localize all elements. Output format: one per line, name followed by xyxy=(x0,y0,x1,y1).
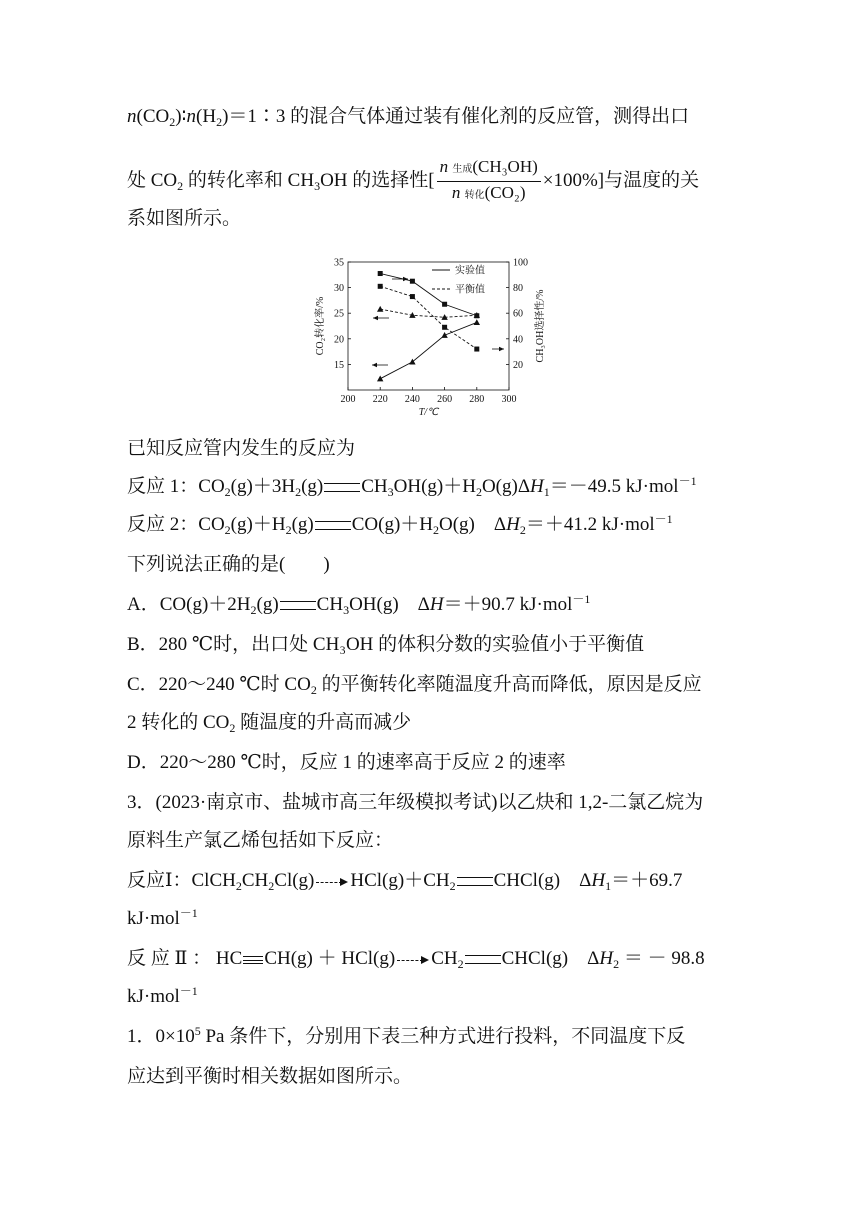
paragraph-1-line-1: 1．$0\times 10^5$ Pa 条件下，分别用下表三种方式进行投料，不同温度下反 xyxy=(127,1024,686,1047)
y-right-tick-label: 60 xyxy=(513,308,523,320)
equilibrium-sign xyxy=(315,521,351,530)
y-left-tick-label: 30 xyxy=(334,283,344,295)
right-axis-arrow-head xyxy=(403,277,408,281)
y-left-tick-label: 25 xyxy=(334,308,344,320)
y-right-tick-label: 80 xyxy=(513,283,523,295)
reaction-arrow xyxy=(316,877,348,887)
legend-label: 实验值 xyxy=(455,265,485,277)
data-point-triangle xyxy=(474,319,480,325)
reaction-II: 反 应 Ⅱ ： HC CH(g) ＋ HCl(g) $CH_2$ CHCl(g) $\Delta H_2$ ＝ － 98.8 xyxy=(127,948,705,971)
reaction-I-unit: kJ·mol$^{-1}$ xyxy=(127,906,198,929)
data-point-triangle xyxy=(377,306,383,312)
double-bond-sign xyxy=(457,877,493,886)
option-a: A．$CO(g)+2H_2(g)$ $CH_3OH(g)$ ΔH＝＋90.7 kJ·mol$^{-1}$ xyxy=(127,592,591,617)
left-axis-arrow-head xyxy=(372,363,377,367)
known-reactions-heading: 已知反应管内发生的反应为 xyxy=(127,438,356,459)
triple-bond-sign xyxy=(243,956,263,964)
y-right-tick-label: 40 xyxy=(513,334,523,346)
selectivity-fraction: $\frac{\text{n 生成(CH₃OH)}}{\text{n 转化(CO₂)}}$ xyxy=(437,156,541,207)
reaction-II-unit: kJ·mol$^{-1}$ xyxy=(127,984,198,1007)
intro-line-1: $n(CO_2)∶n(H_2)=1∶3$ 的混合气体通过装有催化剂的反应管，测得出口 xyxy=(127,106,690,129)
series-line-1 xyxy=(380,286,477,349)
data-point-square xyxy=(442,325,447,330)
data-point-square xyxy=(378,271,383,276)
x-tick-label: 260 xyxy=(437,394,453,405)
y-left-tick-label: 15 xyxy=(334,359,344,371)
option-d: D．220～280 ℃时，反应 1 的速率高于反应 2 的速率 xyxy=(127,752,566,773)
intro-line-3: 系如图所示。 xyxy=(127,208,242,229)
reaction-1: 反应 1：$CO_2(g)+3H_2(g)$ $CH_3OH(g)+H_2O(g)\Delta H_1=-49.5$ kJ·mol$^{-1}$ xyxy=(127,474,697,499)
option-c-line-1: C．220～240 ℃时 $CO_2$ 的平衡转化率随温度升高而降低，原因是反应 xyxy=(127,674,702,697)
series-line-2 xyxy=(380,322,477,378)
plot-frame xyxy=(348,262,509,390)
y-right-axis-label: CH₃OH选择性/% xyxy=(535,289,546,363)
question-3-line-1: 3．(2023·南京市、盐城市高三年级模拟考试)以乙炔和 1,2-二氯乙烷为 xyxy=(127,792,704,813)
chart-axes xyxy=(348,262,509,390)
reaction-I: 反应Ⅰ：$ClCH_2CH_2Cl(g)$ $HCl(g)+CH_2$ CHCl(g) $\Delta H_1=+69.7$ xyxy=(127,870,683,893)
legend-label: 平衡值 xyxy=(455,284,485,296)
y-left-tick-label: 20 xyxy=(334,334,344,346)
equilibrium-sign xyxy=(324,483,360,492)
x-tick-label: 280 xyxy=(469,394,485,405)
data-point-triangle xyxy=(441,332,447,338)
intro-line-2: 处 $CO_2$ 的转化率和 $CH_3OH$ 的选择性[ $\frac{\text{n 生成(CH₃OH)}}{\text{n 转化(CO₂)}}$ ×100%]与温度的关 xyxy=(127,156,699,207)
left-axis-arrow-head xyxy=(373,316,378,320)
x-tick-label: 220 xyxy=(372,394,388,405)
x-tick-label: 300 xyxy=(501,394,517,405)
paragraph-1-line-2: 应达到平衡时相关数据如图所示。 xyxy=(127,1066,413,1087)
double-bond-sign xyxy=(465,955,501,964)
y-right-tick-label: 20 xyxy=(513,359,523,371)
question-3-line-2: 原料生产氯乙烯包括如下反应： xyxy=(127,830,394,851)
reaction-arrow xyxy=(397,955,429,965)
data-point-square xyxy=(474,347,479,352)
y-left-tick-label: 35 xyxy=(334,257,344,269)
data-point-square xyxy=(378,284,383,289)
x-tick-label: 240 xyxy=(404,394,420,405)
data-point-square xyxy=(410,279,415,284)
right-axis-arrow-head xyxy=(499,347,504,351)
y-right-tick-label: 100 xyxy=(513,257,528,269)
data-point-triangle xyxy=(377,376,383,382)
option-c-line-2: 2 转化的 $CO_2$ 随温度的升高而减少 xyxy=(127,712,412,735)
equilibrium-sign xyxy=(280,601,316,610)
reaction-2: 反应 2：$CO_2(g)+H_2(g)$ $CO(g)+H_2O(g)$ $\Delta H_2=+41.2$ kJ·mol$^{-1}$ xyxy=(127,512,673,537)
x-tick-label: 200 xyxy=(340,394,356,405)
data-point-square xyxy=(442,302,447,307)
data-point-square xyxy=(410,294,415,299)
option-b: B．280 ℃时，出口处 CH₃OH 的体积分数的实验值小于平衡值 xyxy=(127,634,645,655)
x-axis-label: T/℃ xyxy=(418,407,439,418)
y-left-axis-label: CO₂转化率/% xyxy=(315,296,326,356)
question-stem: 下列说法正确的是( ) xyxy=(127,554,330,575)
conversion-selectivity-chart xyxy=(310,252,560,422)
